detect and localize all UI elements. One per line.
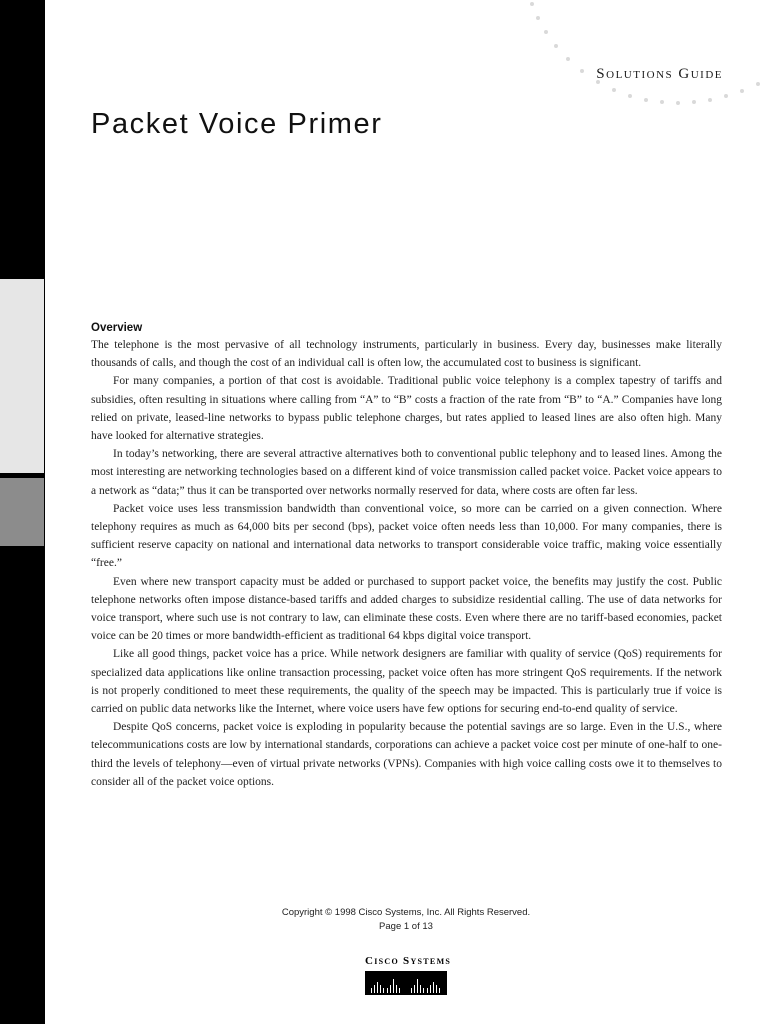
solutions-guide-label: Solutions Guide — [596, 66, 723, 82]
logo-wordmark: Cisco Systems — [365, 955, 452, 967]
body-content — [91, 322, 722, 791]
cisco-bridge-logo-icon — [365, 971, 447, 995]
section-heading-overview: Overview — [91, 322, 143, 334]
page-footer — [0, 906, 768, 934]
cisco-logo — [365, 955, 455, 1005]
paragraph-3: In today’s networking, there are several attractive alternatives both to conventional public telephony and to leased lines. Among the most interesting are networking technologies based on a different kind of voice transmission called packet voice. Packet voice appears to a network as “data;” thus it can be transported over networks normally reserved for data, where costs are often far less. — [91, 448, 722, 497]
paragraph-1: The telephone is the most pervasive of all technology instruments, particularly in business. Every day, businesses make literally thousands of calls, and though the cost of an individual call is often low, the accumulated cost to business is significant. — [91, 339, 722, 370]
paragraph-5: Even where new transport capacity must be added or purchased to support packet voice, the benefits may justify the cost. Public telephone networks often impose distance-based tariffs and added charges to subsidize residential calling. The use of data networks for voice transport, where such use is not contrary to law, can eliminate these costs. Even where there are no tariff-based economies, packet voice can be 20 times or more bandwidth-efficient as traditional 64 kbps digital voice transport. — [91, 575, 722, 643]
page-number: Page 1 of 13 — [379, 921, 433, 932]
left-edge-light-block — [0, 279, 44, 473]
document-title: Packet Voice Primer — [91, 108, 383, 140]
paragraph-6: Like all good things, packet voice has a price. While network designers are familiar with quality of service (QoS) requirements for specialized data applications like online transaction processing, packet voice often has more stringent QoS requirements. If the network is not properly conditioned to meet these requirements, the quality of the speech may be impacted. This is particularly true if voice is carried on public data networks like the Internet, where voice users have few options for securing end-to-end quality of service. — [91, 648, 722, 716]
paragraph-2: For many companies, a portion of that cost is avoidable. Traditional public voice telephony is a complex tapestry of tariffs and subsidies, often resulting in situations where calling from “A” to “B” costs a fraction of the rate from “B” to “A.” Companies have long relied on private, leased-line networks to bypass public telephone charges, but rates applied to leased lines are also often high. Many have looked for alternative strategies. — [91, 375, 722, 443]
decorative-dot-arc — [520, 0, 768, 110]
paragraph-7: Despite QoS concerns, packet voice is exploding in popularity because the potential savings are so large. Even in the U.S., where telecommunications costs are low by international standards, corporations can achieve a packet voice cost per minute of one-half to one-third the levels of telephony—even of virtual private networks (VPNs). Companies with high voice calling costs owe it to themselves to consider all of the packet voice options. — [91, 721, 722, 788]
copyright-notice: Copyright © 1998 Cisco Systems, Inc. All Rights Reserved. — [281, 907, 531, 918]
paragraph-4: Packet voice uses less transmission bandwidth than conventional voice, so more can be carried on a given connection. Where telephony requires as much as 64,000 bits per second (bps), packet voice often needs less than 10,000. For many companies, there is sufficient reserve capacity on national and international data networks to transport considerable voice traffic, making voice essentially “free.” — [91, 502, 722, 570]
left-edge-gray-block — [0, 478, 44, 546]
